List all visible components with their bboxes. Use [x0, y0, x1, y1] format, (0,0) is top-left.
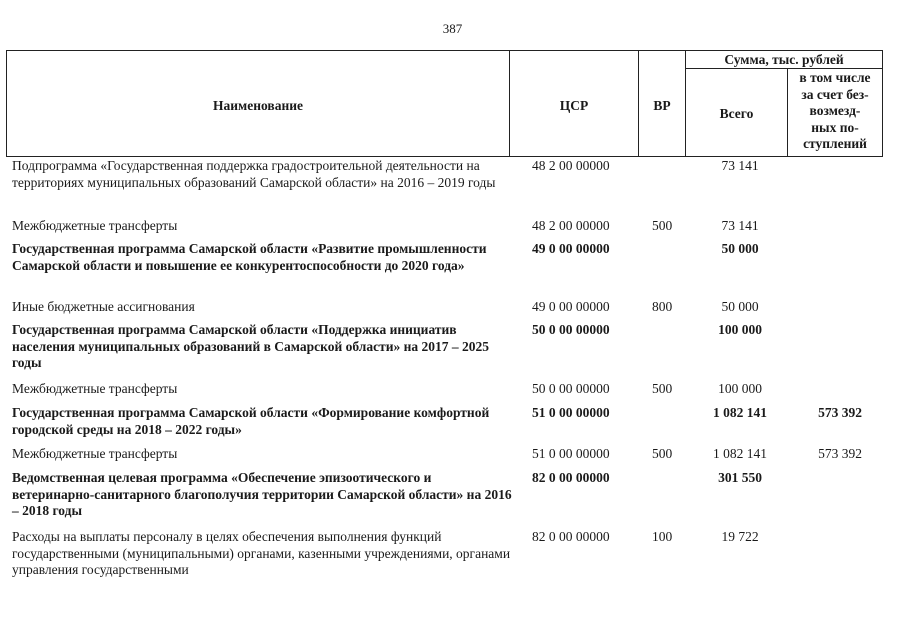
row-name: Государственная программа Самарской области «Поддержка инициатив населения муниципальных образований в Самарской области» на 2017 – 2025 годы — [12, 322, 490, 370]
row-total: 19 722 — [721, 529, 759, 544]
row-csr: 51 0 00 00000 — [532, 405, 610, 420]
row-csr: 82 0 00 00000 — [532, 529, 610, 544]
header-bezv-line: за счет без- — [801, 86, 869, 102]
row-csr: 48 2 00 00000 — [532, 158, 610, 173]
row-name: Государственная программа Самарской области «Развитие промышленности Самарской области и повышение ее конкурентоспособности до 2020 года» — [12, 241, 487, 273]
row-csr: 50 0 00 00000 — [532, 322, 610, 337]
row-csr: 50 0 00 00000 — [532, 381, 610, 396]
row-name: Ведомственная целевая программа «Обеспечение эпизоотического и ветеринарно-санитарного благополучия территории Самарской области» на 2016 – 2018 годы — [12, 470, 512, 518]
header-csr: ЦСР — [559, 98, 589, 113]
row-vr: 500 — [652, 446, 673, 461]
row-name: Государственная программа Самарской области «Формирование комфортной городской среды на 2018 – 2022 годы» — [12, 405, 490, 437]
row-name: Подпрограмма «Государственная поддержка градостроительной деятельности на территориях муниципальных образований Самарской области» на 2016 – 2019 годы — [12, 158, 496, 190]
row-name: Расходы на выплаты персоналу в целях обеспечения выполнения функций государственными (муниципальными) органами, казенными учреждениями, органами управления государственными — [12, 529, 511, 577]
row-bezv: 573 392 — [818, 405, 862, 420]
row-total: 100 000 — [718, 322, 762, 337]
row-total: 301 550 — [718, 470, 762, 485]
header-vr: ВР — [653, 98, 671, 113]
row-vr: 500 — [652, 218, 673, 233]
header-sum: Сумма, тыс. рублей — [724, 52, 844, 67]
row-total: 1 082 141 — [713, 405, 767, 420]
row-total: 50 000 — [721, 299, 759, 314]
row-total: 50 000 — [721, 241, 759, 256]
page-number: 387 — [442, 21, 463, 36]
header-bezv-line: ступлений — [803, 136, 867, 151]
row-total: 73 141 — [721, 218, 759, 233]
row-bezv: 573 392 — [818, 446, 862, 461]
header-name: Наименование — [213, 98, 303, 113]
row-csr: 49 0 00 00000 — [532, 299, 610, 314]
row-total: 1 082 141 — [713, 446, 767, 461]
row-name: Иные бюджетные ассигнования — [12, 299, 195, 314]
header-bezv-line: в том числе — [799, 70, 871, 85]
row-name: Межбюджетные трансферты — [12, 381, 178, 396]
row-csr: 51 0 00 00000 — [532, 446, 610, 461]
header-bezv-line: ных по- — [811, 119, 859, 135]
header-bezv — [787, 70, 883, 153]
row-name: Межбюджетные трансферты — [12, 218, 178, 233]
row-csr: 48 2 00 00000 — [532, 218, 610, 233]
row-vr: 100 — [652, 529, 673, 544]
row-total: 73 141 — [721, 158, 759, 173]
row-vr: 500 — [652, 381, 673, 396]
row-total: 100 000 — [718, 381, 762, 396]
row-csr: 82 0 00 00000 — [532, 470, 610, 485]
row-vr: 800 — [652, 299, 673, 314]
row-csr: 49 0 00 00000 — [532, 241, 610, 256]
header-total: Всего — [719, 106, 754, 121]
header-bezv-line: возмезд- — [809, 103, 861, 118]
row-name: Межбюджетные трансферты — [12, 446, 178, 461]
